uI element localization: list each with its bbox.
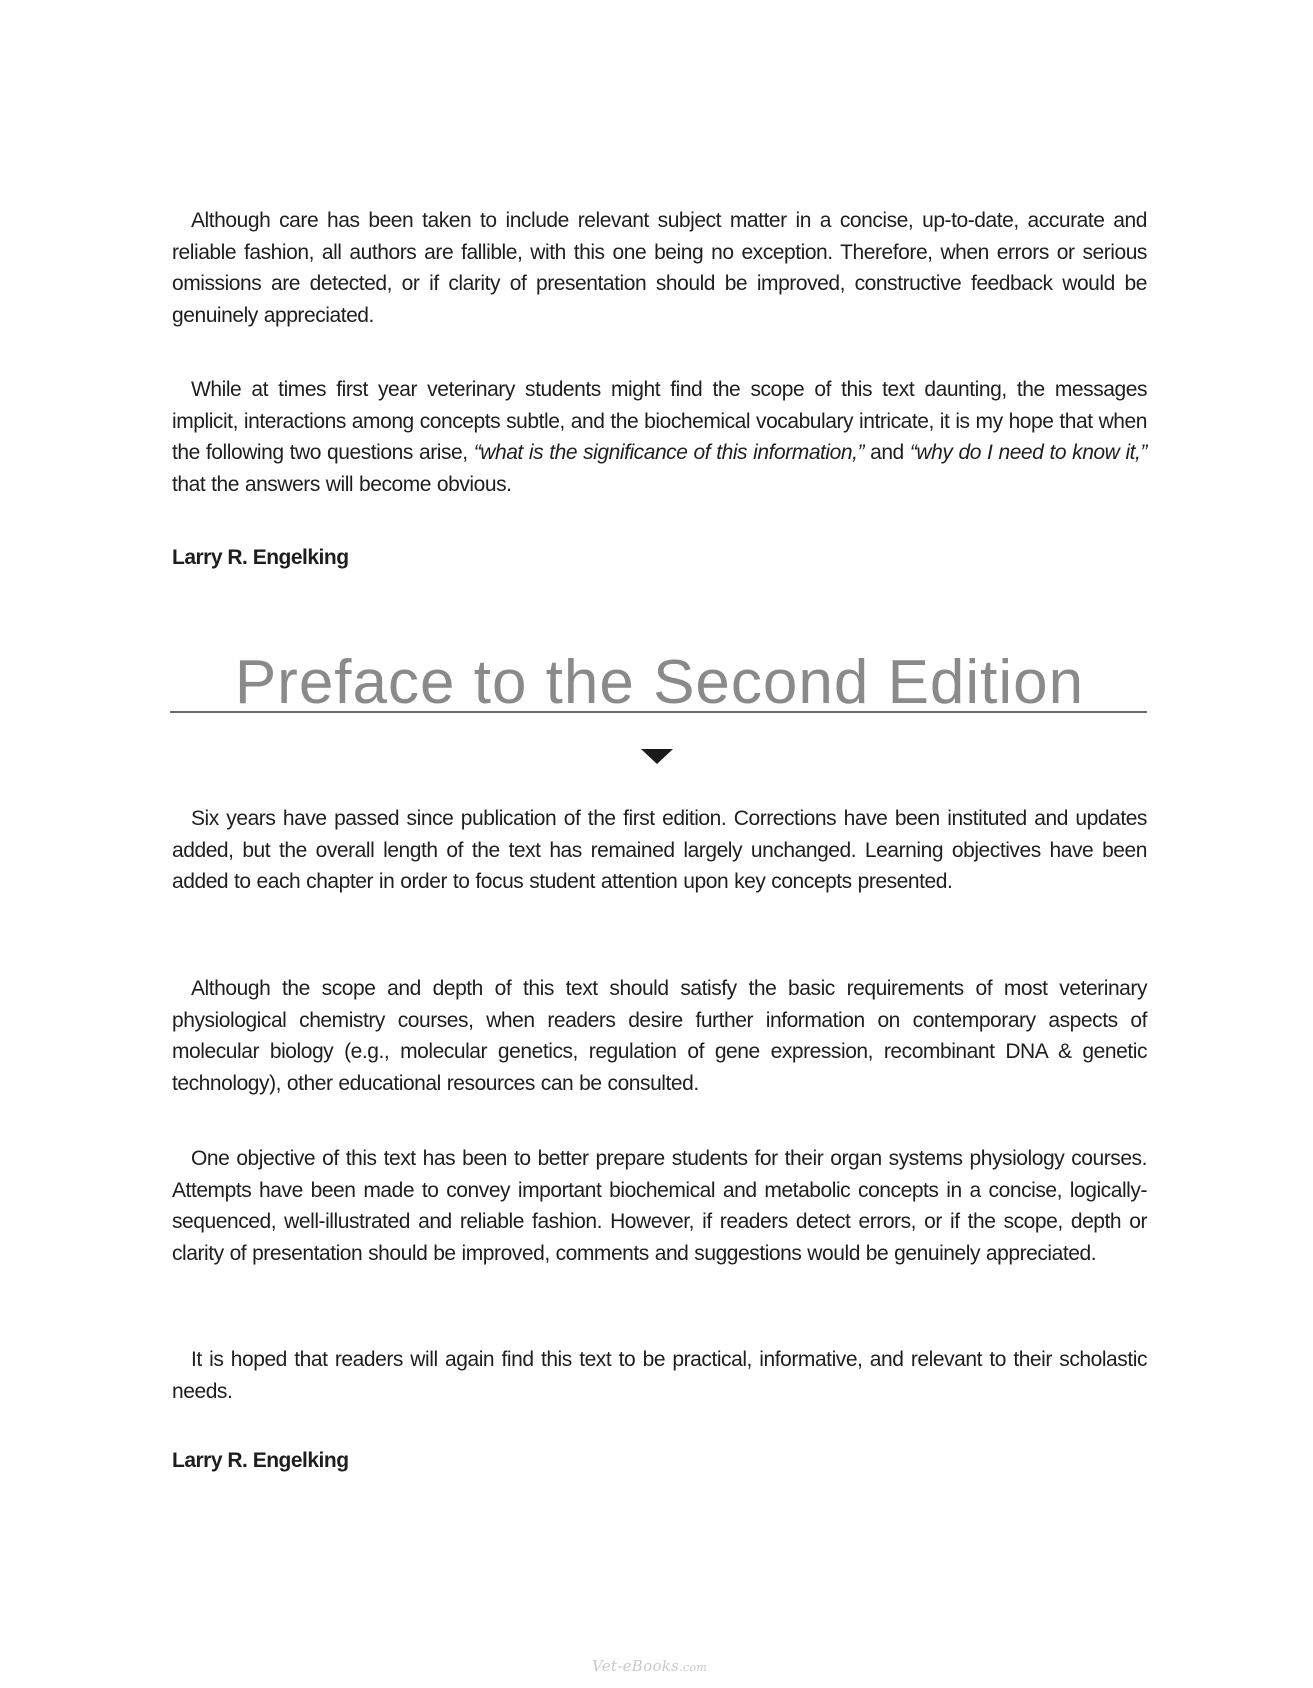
italic-quote: “why do I need to know it,”: [909, 441, 1147, 464]
triangle-down-icon: [641, 749, 673, 764]
first-preface-paragraph-1: Although care has been taken to include relevant subject matter in a concise, up-to-date, accurate and reliable fashion, all authors are fallible, with this one being no exception. Therefore, when errors or serious omissions are detected, or if clarity of presentation should be improved, constructive feedback would be genuinely appreciated.: [172, 209, 1147, 327]
watermark-text: Vet-eBooks: [592, 1657, 680, 1675]
first-preface-signature: Larry R. Engelking: [172, 546, 349, 569]
first-preface-paragraph-2: [172, 374, 1147, 500]
section-title: Preface to the Second Edition: [234, 648, 1085, 717]
second-preface-paragraph-1: Six years have passed since publication of the first edition. Corrections have been instituted and updates added, but the overall length of the text has remained largely unchanged. Learning objectives have been added to each chapter in order to focus student attention upon key concepts presented.: [172, 807, 1147, 893]
second-preface-signature: Larry R. Engelking: [172, 1449, 349, 1472]
second-preface-paragraph-4: It is hoped that readers will again find this text to be practical, informative, and relevant to their scholastic needs.: [172, 1348, 1147, 1403]
second-preface-paragraph-3: One objective of this text has been to better prepare students for their organ systems physiology courses. Attempts have been made to convey important biochemical and metabolic concepts in a concise, logically-sequenced, well-illustrated and reliable fashion. However, if readers detect errors, or if the scope, depth or clarity of presentation should be improved, comments and suggestions would be genuinely appreciated.: [172, 1147, 1147, 1265]
second-preface-paragraph-2: Although the scope and depth of this text should satisfy the basic requirements of most veterinary physiological chemistry courses, when readers desire further information on contemporary aspects of molecular biology (e.g., molecular genetics, regulation of gene expression, recombinant DNA & genetic technology), other educational resources can be consulted.: [172, 977, 1147, 1095]
paragraph-text: and: [864, 441, 910, 464]
paragraph-text: While at times first year veterinary students might find the scope of this text daunting, the messages implicit, interactions among concepts subtle, and the biochemical vocabulary intricate, it is my hope that when the following two questions arise,: [172, 378, 1147, 464]
title-underline: [170, 711, 1147, 713]
paragraph-text: that the answers will become obvious.: [172, 472, 512, 496]
italic-quote: “what is the significance of this information,”: [473, 441, 865, 464]
watermark-logo: [592, 1657, 707, 1675]
watermark-suffix: .com: [679, 1661, 708, 1674]
